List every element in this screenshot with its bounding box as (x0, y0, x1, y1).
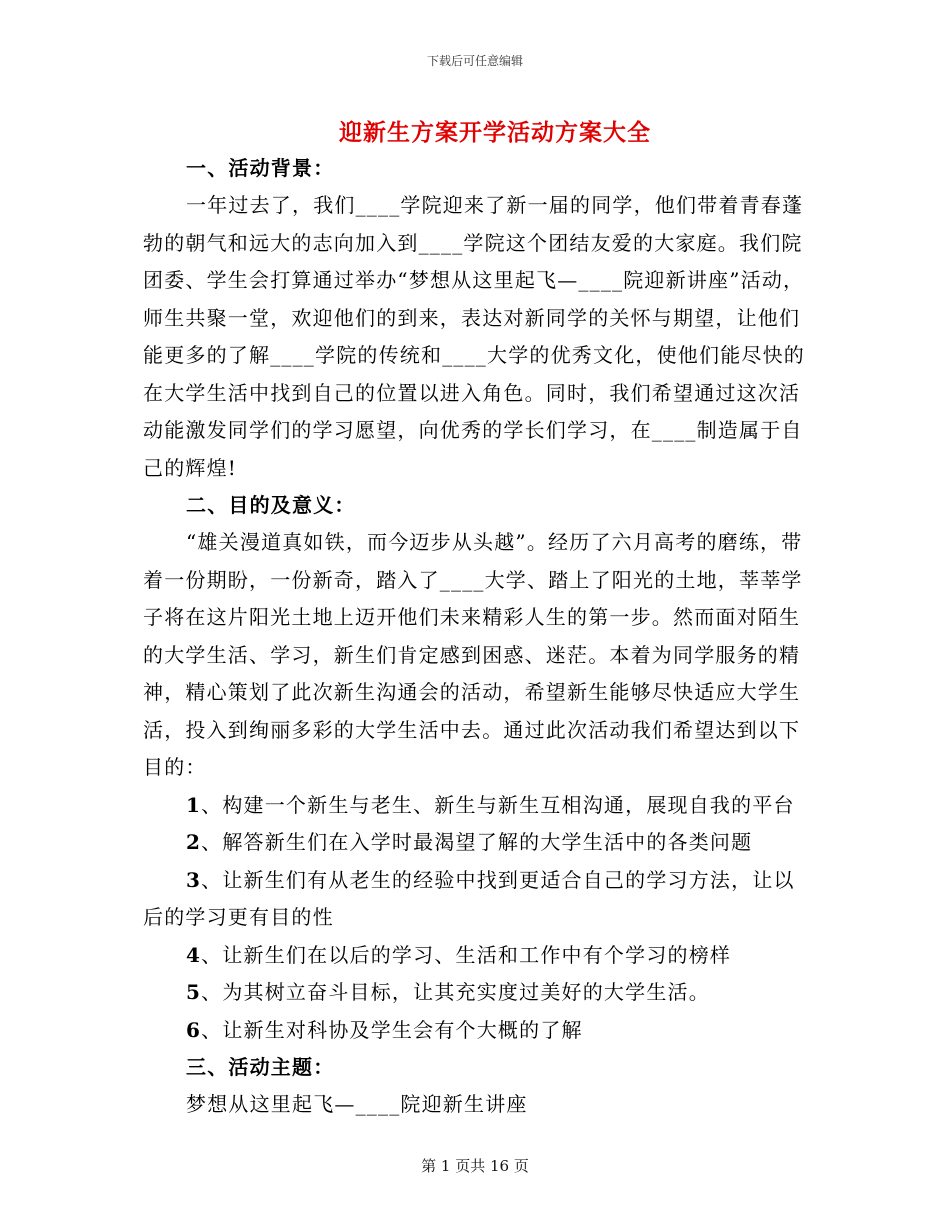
goal-list (143, 787, 808, 1050)
list-item-text: 、解答新生们在入学时最渴望了解的大学生活中的各类问题 (201, 830, 753, 854)
list-item (143, 787, 808, 825)
list-item-number: 6 (186, 1017, 202, 1042)
section-paragraph-background: 一年过去了，我们____学院迎来了新一届的同学，他们带着青春蓬勃的朝气和远大的志向加入到____学院这个团结友爱的大家庭。我们院团委、学生会打算通过举办“梦想从这里起飞—____院迎新讲座”活动，师生共聚一堂，欢迎他们的到来，表达对新同学的关怀与期望，让他们能更多的了解____学院的传统和____大学的优秀文化，使他们能尽快的在大学生活中找到自己的位置以进入角色。同时，我们希望通过这次活动能激发同学们的学习愿望，向优秀的学长们学习，在____制造属于自己的辉煌! (143, 193, 805, 480)
section-paragraph-purpose: “雄关漫道真如铁，而今迈步从头越”。经历了六月高考的磨练，带着一份期盼，一份新奇，踏入了____大学、踏上了阳光的土地，莘莘学子将在这片阳光土地上迈开他们未来精彩人生的第一步。然而面对陌生的大学生活、学习，新生们肯定感到困惑、迷茫。本着为同学服务的精神，精心策划了此次新生沟通会的活动，希望新生能够尽快适应大学生活，投入到绚丽多彩的大学生活中去。通过此次活动我们希望达到以下目的： (143, 530, 803, 779)
list-item (143, 862, 808, 937)
list-item-text: 、让新生们在以后的学习、生活和工作中有个学习的榜样 (201, 942, 732, 967)
list-item-number: 2 (186, 830, 202, 854)
list-item-text: 、让新生对科协及学生会有个大概的了解 (201, 1017, 583, 1042)
list-item-text: 、让新生们有从老生的经验中找到更适合自己的学习方法，让以后的学习更有目的性 (143, 867, 795, 929)
section-heading-background: 一、活动背景： (186, 156, 335, 180)
list-item (143, 1012, 808, 1050)
list-item-number: 3 (186, 867, 202, 892)
document-body (143, 150, 808, 1124)
document-title: 迎新生方案开学活动方案大全 (339, 119, 651, 146)
list-item-text: 、为其树立奋斗目标，让其充实度过美好的大学生活。 (201, 980, 710, 1004)
section-paragraph-theme: 梦想从这里起飞—____院迎新生讲座 (186, 1092, 528, 1116)
section-heading-purpose: 二、目的及意义： (186, 493, 356, 517)
list-item (143, 937, 808, 975)
page-header-note: 下载后可任意编辑 (426, 54, 523, 68)
page-number-footer: 第 1 页共 16 页 (421, 1157, 529, 1175)
list-item-number: 1 (186, 792, 202, 817)
list-item-number: 5 (186, 980, 202, 1004)
list-item-text: 、构建一个新生与老生、新生与新生互相沟通，展现自我的平台 (201, 792, 795, 817)
list-item-number: 4 (186, 942, 202, 967)
list-item (143, 974, 808, 1012)
section-heading-theme: 三、活动主题： (186, 1055, 335, 1079)
list-item (143, 824, 808, 862)
